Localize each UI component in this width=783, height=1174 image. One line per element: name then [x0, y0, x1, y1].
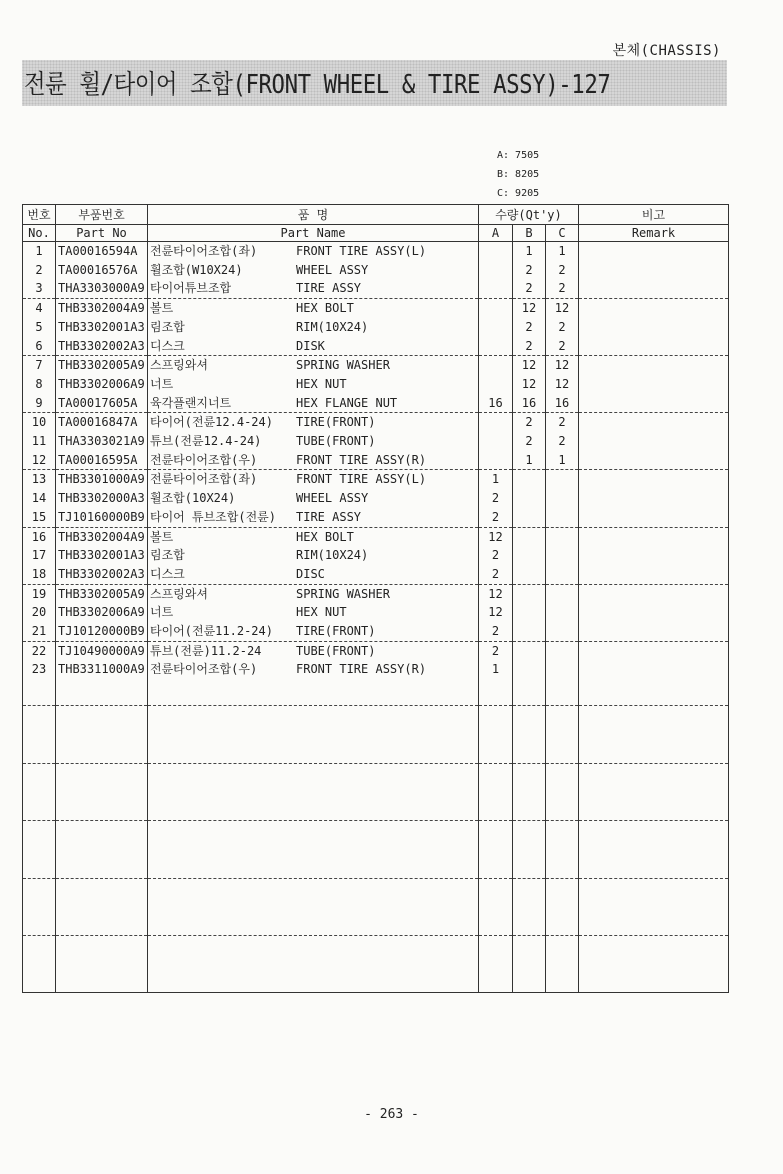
row-name-en: HEX NUT [296, 605, 347, 620]
row-qty-a [479, 356, 513, 375]
row-no: 11 [23, 432, 56, 451]
row-qty-c [546, 527, 579, 546]
row-qty-a: 2 [479, 641, 513, 660]
row-part-number: THB3302006A9 [56, 603, 148, 622]
row-remark [579, 451, 729, 470]
row-part-name [148, 279, 479, 298]
col-remark-ko: 비고 [579, 205, 729, 225]
row-qty-a [479, 242, 513, 261]
model-a: A: 7505 [497, 150, 540, 161]
row-qty-c: 1 [546, 451, 579, 470]
row-qty-b: 16 [513, 394, 546, 413]
row-qty-a: 12 [479, 527, 513, 546]
row-remark [579, 413, 729, 432]
row-part-number: THA3303000A9 [56, 279, 148, 298]
table-row [23, 413, 729, 432]
row-no: 15 [23, 508, 56, 527]
table-row [23, 451, 729, 470]
row-qty-a [479, 337, 513, 356]
row-part-name [148, 394, 479, 413]
row-qty-b [513, 622, 546, 641]
col-qty-b: B [513, 225, 546, 242]
row-no: 21 [23, 622, 56, 641]
row-part-number: THB3302004A9 [56, 527, 148, 546]
row-qty-b: 12 [513, 375, 546, 394]
row-no: 4 [23, 299, 56, 318]
row-part-number: THB3302002A3 [56, 337, 148, 356]
row-qty-c [546, 622, 579, 641]
row-no: 23 [23, 660, 56, 679]
blank-row [23, 706, 729, 764]
row-remark [579, 584, 729, 603]
row-part-name [148, 318, 479, 337]
row-name-en: HEX BOLT [296, 529, 354, 544]
row-name-ko: 디스크 [150, 566, 185, 581]
row-part-name [148, 622, 479, 641]
row-no: 3 [23, 279, 56, 298]
row-remark [579, 318, 729, 337]
row-no: 1 [23, 242, 56, 261]
row-no: 10 [23, 413, 56, 432]
row-name-en: WHEEL ASSY [296, 262, 369, 277]
row-name-ko: 타이어 튜브조합(전륜) [150, 509, 277, 524]
row-no: 22 [23, 641, 56, 660]
row-no: 14 [23, 489, 56, 508]
row-part-name [148, 508, 479, 527]
col-qty: 수량(Qt'y) [479, 205, 579, 225]
row-part-name [148, 603, 479, 622]
row-name-ko: 전륜타이어조합(우) [150, 662, 258, 677]
row-name-en: HEX FLANGE NUT [296, 395, 398, 410]
blank-row [23, 763, 729, 821]
table-row [23, 584, 729, 603]
row-qty-b [513, 527, 546, 546]
row-no: 8 [23, 375, 56, 394]
row-qty-a: 2 [479, 489, 513, 508]
row-qty-b: 1 [513, 242, 546, 261]
row-remark [579, 299, 729, 318]
row-remark [579, 394, 729, 413]
table-row [23, 375, 729, 394]
row-part-number: THB3302001A3 [56, 546, 148, 565]
row-remark [579, 527, 729, 546]
section-label: 본체(CHASSIS) [612, 43, 721, 59]
page-number: - 263 - [364, 1107, 419, 1122]
row-name-en: DISK [296, 338, 325, 353]
row-name-ko: 전륜타이어조합(우) [150, 452, 258, 467]
table-row [23, 622, 729, 641]
row-qty-b: 2 [513, 413, 546, 432]
row-name-ko: 림조합 [150, 548, 185, 563]
table-row [23, 279, 729, 298]
row-remark [579, 641, 729, 660]
row-qty-c [546, 660, 579, 679]
row-qty-a: 2 [479, 565, 513, 584]
row-no: 6 [23, 337, 56, 356]
table-row [23, 299, 729, 318]
model-c: C: 9205 [497, 188, 540, 199]
row-remark [579, 432, 729, 451]
row-part-number: THB3302001A3 [56, 318, 148, 337]
table-row [23, 337, 729, 356]
row-qty-c: 2 [546, 261, 579, 280]
row-name-ko: 스프링와셔 [150, 586, 208, 601]
row-name-en: SPRING WASHER [296, 358, 390, 373]
row-part-name [148, 565, 479, 584]
row-remark [579, 375, 729, 394]
row-qty-c [546, 641, 579, 660]
row-name-ko: 전륜타이어조합(좌) [150, 472, 258, 487]
row-name-en: HEX BOLT [296, 301, 354, 316]
table-row [23, 318, 729, 337]
row-part-number: THB3302005A9 [56, 356, 148, 375]
row-name-en: TIRE ASSY [296, 281, 362, 296]
row-part-name [148, 527, 479, 546]
row-part-number: TJ10120000B9 [56, 622, 148, 641]
col-qty-a: A [479, 225, 513, 242]
blank-row [23, 821, 729, 879]
row-qty-c: 16 [546, 394, 579, 413]
row-qty-b [513, 546, 546, 565]
row-qty-c [546, 565, 579, 584]
row-name-ko: 휠조합(W10X24) [150, 262, 243, 277]
row-qty-a [479, 413, 513, 432]
row-name-en: WHEEL ASSY [296, 491, 369, 506]
row-part-name [148, 470, 479, 489]
col-name-en: Part Name [148, 225, 479, 242]
row-name-ko: 림조합 [150, 319, 185, 334]
row-name-en: HEX NUT [296, 376, 347, 391]
row-part-name [148, 337, 479, 356]
row-qty-a: 2 [479, 622, 513, 641]
row-name-ko: 휠조합(10X24) [150, 491, 236, 506]
row-name-en: RIM(10X24) [296, 319, 369, 334]
row-part-name [148, 660, 479, 679]
row-no: 20 [23, 603, 56, 622]
row-part-name [148, 546, 479, 565]
row-qty-c: 2 [546, 318, 579, 337]
row-qty-c: 1 [546, 242, 579, 261]
row-name-ko: 타이어(전륜12.4-24) [150, 415, 273, 430]
row-qty-c [546, 470, 579, 489]
row-qty-b [513, 660, 546, 679]
row-no: 17 [23, 546, 56, 565]
col-part-no-en: Part No [56, 225, 148, 242]
row-name-ko: 볼트 [150, 529, 174, 544]
row-no: 5 [23, 318, 56, 337]
row-part-name [148, 261, 479, 280]
row-no: 2 [23, 261, 56, 280]
row-no: 18 [23, 565, 56, 584]
page-title: 전륜 휠/타이어 조합(FRONT WHEEL & TIRE ASSY)-127 [24, 70, 611, 100]
col-part-no-ko: 부품번호 [56, 205, 148, 225]
row-remark [579, 261, 729, 280]
row-name-ko: 육각플랜지너트 [150, 395, 232, 410]
row-name-en: RIM(10X24) [296, 548, 369, 563]
row-qty-b: 12 [513, 356, 546, 375]
row-qty-c [546, 584, 579, 603]
row-qty-a: 1 [479, 470, 513, 489]
row-qty-b [513, 565, 546, 584]
row-name-en: TUBE(FRONT) [296, 434, 376, 449]
row-part-number: THB3302005A9 [56, 584, 148, 603]
row-remark [579, 508, 729, 527]
row-name-ko: 너트 [150, 376, 174, 391]
row-name-ko: 튜브(전륜12.4-24) [150, 434, 262, 449]
model-b: B: 8205 [497, 169, 540, 180]
row-remark [579, 660, 729, 679]
row-part-number: THB3302002A3 [56, 565, 148, 584]
row-qty-a: 2 [479, 546, 513, 565]
row-no: 12 [23, 451, 56, 470]
row-part-name [148, 299, 479, 318]
row-name-en: FRONT TIRE ASSY(L) [296, 472, 427, 487]
row-qty-a [479, 451, 513, 470]
row-qty-b: 2 [513, 261, 546, 280]
table-row [23, 394, 729, 413]
row-remark [579, 622, 729, 641]
row-qty-c: 2 [546, 413, 579, 432]
row-part-number: THB3302006A9 [56, 375, 148, 394]
row-no: 19 [23, 584, 56, 603]
row-name-en: DISC [296, 566, 325, 581]
title-banner [22, 60, 727, 106]
row-name-ko: 튜브(전륜)11.2-24 [150, 643, 262, 658]
row-name-en: TUBE(FRONT) [296, 643, 376, 658]
row-qty-c [546, 489, 579, 508]
row-name-en: TIRE(FRONT) [296, 415, 376, 430]
row-qty-c [546, 603, 579, 622]
row-qty-c: 12 [546, 356, 579, 375]
row-no: 13 [23, 470, 56, 489]
row-remark [579, 242, 729, 261]
row-qty-c: 2 [546, 279, 579, 298]
row-qty-b [513, 470, 546, 489]
row-qty-c: 2 [546, 337, 579, 356]
row-qty-c: 2 [546, 432, 579, 451]
col-remark-en: Remark [579, 225, 729, 242]
row-qty-c: 12 [546, 375, 579, 394]
row-part-name [148, 375, 479, 394]
row-qty-b: 2 [513, 279, 546, 298]
table-row [23, 470, 729, 489]
table-row [23, 527, 729, 546]
row-part-number: TJ10490000A9 [56, 641, 148, 660]
row-part-name [148, 432, 479, 451]
row-part-number: THB3311000A9 [56, 660, 148, 679]
row-remark [579, 603, 729, 622]
row-qty-b: 1 [513, 451, 546, 470]
row-part-number: TA00016594A [56, 242, 148, 261]
row-qty-c [546, 546, 579, 565]
row-qty-b: 2 [513, 318, 546, 337]
row-qty-a: 12 [479, 584, 513, 603]
row-name-en: TIRE(FRONT) [296, 624, 376, 639]
table-row [23, 356, 729, 375]
model-legend [497, 146, 539, 203]
table-row [23, 565, 729, 584]
row-name-ko: 볼트 [150, 301, 174, 316]
row-part-name [148, 242, 479, 261]
table-row [23, 641, 729, 660]
row-qty-a: 16 [479, 394, 513, 413]
col-no-en: No. [23, 225, 56, 242]
row-remark [579, 489, 729, 508]
header-row-korean [23, 205, 729, 225]
header-row-english [23, 225, 729, 242]
row-qty-a [479, 375, 513, 394]
row-qty-b [513, 603, 546, 622]
row-remark [579, 565, 729, 584]
row-qty-b: 2 [513, 337, 546, 356]
row-name-en: FRONT TIRE ASSY(R) [296, 452, 427, 467]
row-qty-b: 2 [513, 432, 546, 451]
row-qty-c [546, 508, 579, 527]
table-row [23, 603, 729, 622]
row-remark [579, 546, 729, 565]
row-no: 7 [23, 356, 56, 375]
row-qty-a [479, 318, 513, 337]
row-qty-c: 12 [546, 299, 579, 318]
row-part-number: THB3302004A9 [56, 299, 148, 318]
row-part-number: TA00016595A [56, 451, 148, 470]
row-name-ko: 스프링와셔 [150, 358, 208, 373]
row-qty-a: 12 [479, 603, 513, 622]
row-part-name [148, 641, 479, 660]
row-name-en: FRONT TIRE ASSY(R) [296, 662, 427, 677]
row-qty-a: 2 [479, 508, 513, 527]
row-qty-b: 12 [513, 299, 546, 318]
row-qty-b [513, 508, 546, 527]
row-qty-b [513, 584, 546, 603]
row-part-number: THA3303021A9 [56, 432, 148, 451]
table-row [23, 508, 729, 527]
row-remark [579, 279, 729, 298]
row-part-number: TA00017605A [56, 394, 148, 413]
table-row [23, 242, 729, 261]
parts-rows [23, 242, 729, 993]
row-qty-a [479, 261, 513, 280]
row-part-name [148, 413, 479, 432]
row-part-number: TA00016576A [56, 261, 148, 280]
row-name-en: TIRE ASSY [296, 509, 362, 524]
blank-row [23, 878, 729, 936]
row-part-name [148, 451, 479, 470]
row-name-ko: 타이어튜브조합 [150, 281, 232, 296]
row-part-number: TA00016847A [56, 413, 148, 432]
row-part-name [148, 489, 479, 508]
row-name-ko: 타이어(전륜11.2-24) [150, 624, 273, 639]
row-part-number: TJ10160000B9 [56, 508, 148, 527]
row-name-en: FRONT TIRE ASSY(L) [296, 244, 427, 258]
row-qty-a: 1 [479, 660, 513, 679]
row-name-ko: 너트 [150, 605, 174, 620]
row-qty-a [479, 279, 513, 298]
parts-table [22, 204, 729, 993]
row-part-name [148, 584, 479, 603]
row-part-number: THB3302000A3 [56, 489, 148, 508]
table-row [23, 261, 729, 280]
table-row [23, 546, 729, 565]
col-name-ko: 품 명 [148, 205, 479, 225]
row-name-ko: 전륜타이어조합(좌) [150, 244, 258, 258]
col-qty-c: C [546, 225, 579, 242]
blank-row [23, 936, 729, 993]
row-qty-b [513, 489, 546, 508]
blank-row [23, 679, 729, 706]
row-no: 9 [23, 394, 56, 413]
row-remark [579, 470, 729, 489]
row-remark [579, 337, 729, 356]
row-no: 16 [23, 527, 56, 546]
row-qty-b [513, 641, 546, 660]
col-no-ko: 번호 [23, 205, 56, 225]
row-qty-a [479, 432, 513, 451]
row-qty-a [479, 299, 513, 318]
table-row [23, 432, 729, 451]
row-name-ko: 디스크 [150, 338, 185, 353]
row-part-name [148, 356, 479, 375]
table-row [23, 660, 729, 679]
row-remark [579, 356, 729, 375]
row-name-en: SPRING WASHER [296, 586, 390, 601]
table-row [23, 489, 729, 508]
row-part-number: THB3301000A9 [56, 470, 148, 489]
